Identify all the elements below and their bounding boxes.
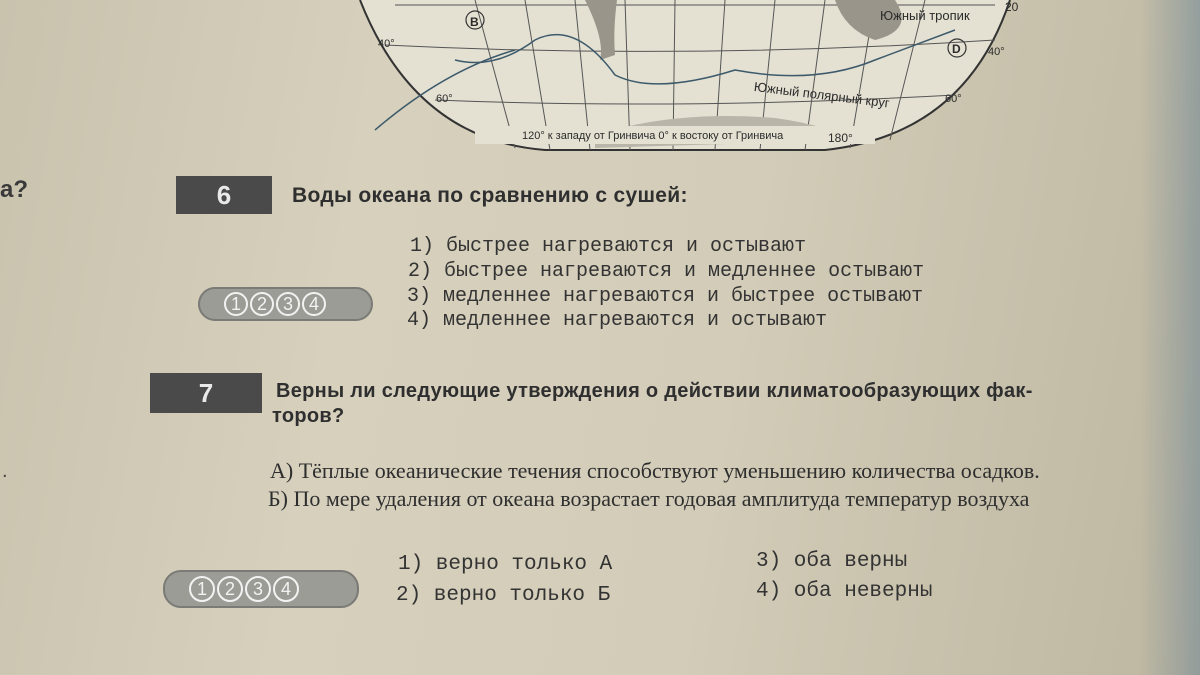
q7-option-4[interactable]: 4) оба неверны	[756, 580, 933, 603]
margin-fragment-text: а?	[0, 176, 29, 203]
q6-answer-circle-2[interactable]: 2	[250, 292, 274, 316]
question-6-text: Воды океана по сравнению с сушей:	[292, 184, 688, 207]
q6-answer-circle-4[interactable]: 4	[302, 292, 326, 316]
margin-dot: .	[2, 460, 8, 482]
lat60-left-label: 60°	[436, 93, 453, 105]
q7-answer-pill	[163, 570, 359, 608]
question-7-text-line2: торов?	[272, 405, 345, 427]
q7-option-3[interactable]: 3) оба верны	[756, 550, 908, 573]
q7-answer-circle-3[interactable]: 3	[245, 576, 271, 602]
q6-option-2[interactable]: 2) быстрее нагреваются и медленнее остывают	[408, 260, 925, 283]
q7-statement-a: А) Тёплые океанические течения способствуют уменьшению количества осадков.	[270, 458, 1040, 483]
question-7-text-line1: Верны ли следующие утверждения о действии климатообразующих фак-	[276, 380, 1033, 402]
q6-option-4[interactable]: 4) медленнее нагреваются и остывают	[407, 309, 828, 332]
page-edge-shadow	[1140, 0, 1200, 675]
q6-answer-pill	[198, 287, 373, 321]
question-6-number: 6	[176, 176, 272, 214]
q6-answer-circle-1[interactable]: 1	[224, 292, 248, 316]
q7-answer-circle-2[interactable]: 2	[217, 576, 243, 602]
lat60-right-label: 60°	[945, 93, 962, 105]
lat20-label: 20	[1005, 0, 1019, 14]
q7-answer-circle-4[interactable]: 4	[273, 576, 299, 602]
q6-answer-circle-3[interactable]: 3	[276, 292, 300, 316]
meridian-label: 120° к западу от Гринвича 0° к востоку от Гринвича	[522, 130, 784, 142]
q7-answer-circle-1[interactable]: 1	[189, 576, 215, 602]
point-b-label: B	[470, 15, 479, 29]
q6-option-1[interactable]: 1) быстрее нагреваются и остывают	[410, 235, 807, 258]
lat40-left-label: 40°	[378, 38, 395, 50]
q7-option-2[interactable]: 2) верно только Б	[396, 584, 611, 607]
tropic-label: Южный тропик	[880, 8, 970, 23]
q7-option-1[interactable]: 1) верно только А	[398, 553, 613, 576]
question-7-number: 7	[150, 373, 262, 413]
point-d-label: D	[952, 42, 961, 56]
lon180-label: 180°	[828, 131, 853, 145]
q7-statement-b: Б) По мере удаления от океана возрастает годовая амплитуда температур воздуха	[268, 486, 1030, 511]
q6-option-3[interactable]: 3) медленнее нагреваются и быстрее остывают	[407, 285, 924, 308]
polar-circle-label: Южный полярный круг	[753, 79, 891, 111]
lat40-right-label: 40°	[988, 46, 1005, 58]
